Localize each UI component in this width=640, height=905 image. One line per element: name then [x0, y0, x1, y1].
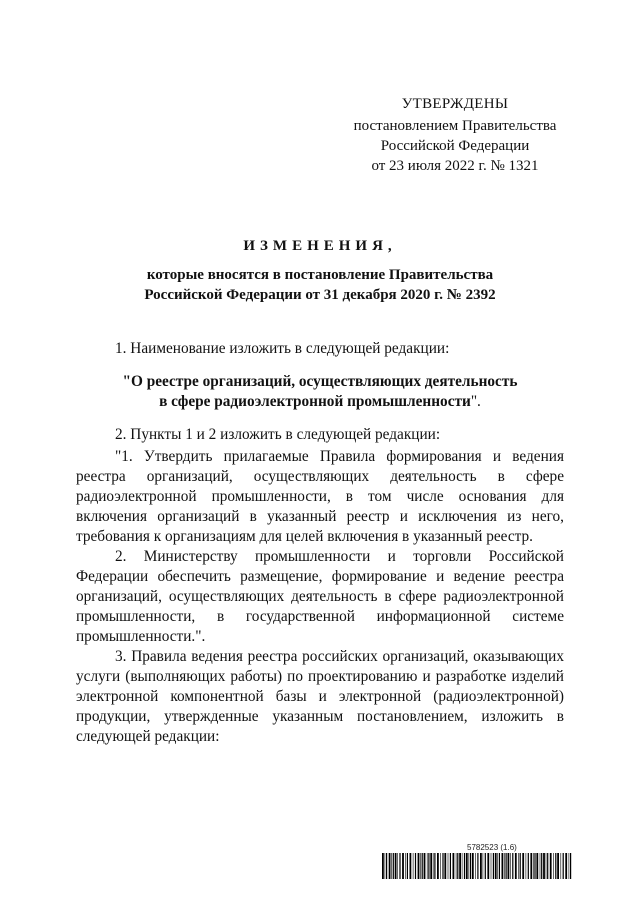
paragraph-2: 2. Пункты 1 и 2 изложить в следующей редакции: [115, 426, 441, 443]
document-code: 5782523 (1.6) [467, 843, 517, 852]
barcode-image [382, 853, 572, 879]
document-body [76, 339, 564, 747]
quote-line: "О реестре организаций, осуществляющих деятельность [122, 373, 518, 390]
subtitle-line: которые вносятся в постановление Правительства [146, 267, 494, 283]
quote-end: ". [470, 393, 481, 410]
paragraph-2-1: "1. Утвердить прилагаемые Правила формирования и ведения реестра организаций, осуществляющих деятельность в сфере радиоэлектронной промышленности, в том числе основания для включения организаций в указанный реестр и исключения из него, требования к организациям для целей включения в указанный реестр. [76, 448, 564, 545]
approval-line: Российской Федерации [380, 138, 530, 154]
paragraph-1: 1. Наименование изложить в следующей редакции: [115, 340, 450, 357]
approval-line: от 23 июля 2022 г. № 1321 [371, 158, 539, 174]
quoted-new-name [76, 372, 564, 412]
approval-heading: УТВЕРЖДЕНЫ [401, 96, 509, 112]
document-subtitle [0, 265, 640, 305]
quote-line-wrap [76, 392, 564, 412]
quote-line: в сфере радиоэлектронной промышленности [159, 393, 471, 410]
subtitle-line: Российской Федерации от 31 декабря 2020 г. № 2392 [144, 287, 496, 303]
paragraph-2-2: 2. Министерству промышленности и торговли Российской Федерации обеспечить размещение, формирование и ведение реестра организаций, осуществляющих деятельность в сфере радиоэлектронной промышленности, в государственной информационной системе промышленности.". [76, 548, 564, 645]
approval-line: постановлением Правительства [353, 118, 557, 134]
document-title: ИЗМЕНЕНИЯ, [243, 238, 397, 254]
paragraph-3: 3. Правила ведения реестра российских организаций, оказывающих услуги (выполняющих работы) по проектированию и разработке изделий электронной компонентной базы и электронной (радиоэлектронной) продукции, утвержденные указанным постановлением, изложить в следующей редакции: [76, 648, 564, 745]
approval-block [330, 94, 580, 176]
